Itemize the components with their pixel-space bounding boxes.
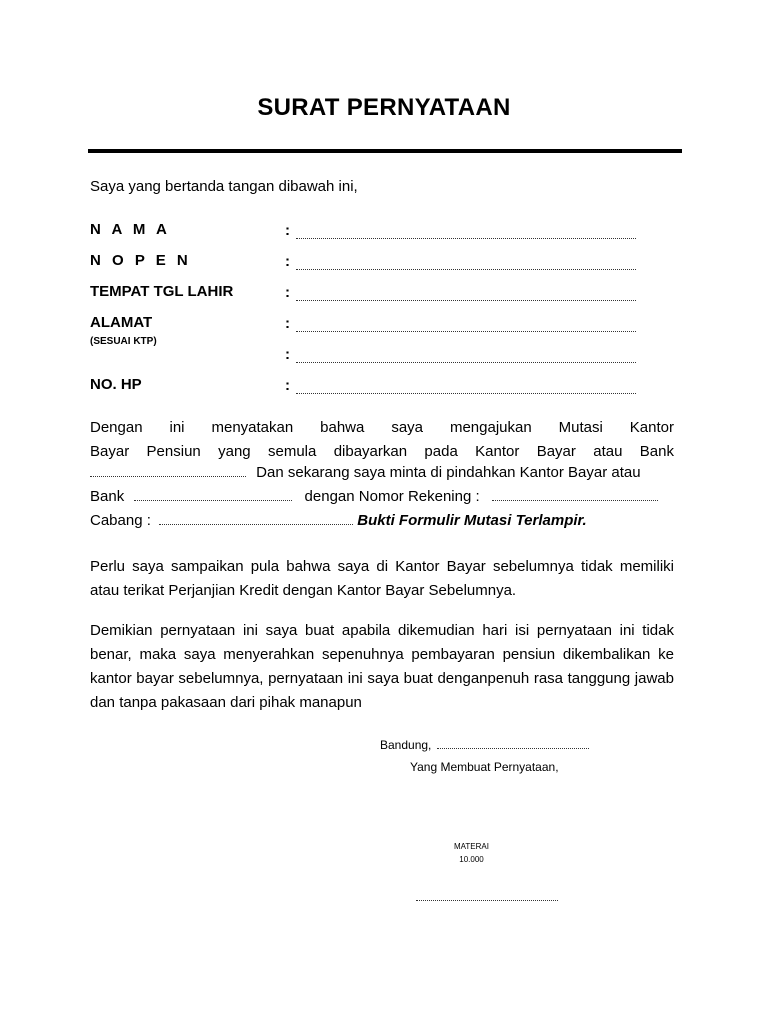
para1-line3-text: Dan sekarang saya minta di pindahkan Kantor Bayar atau [256, 464, 641, 481]
field-row-tempat-tgl-lahir [90, 283, 640, 303]
field-label-no-hp: NO. HP [90, 376, 142, 393]
para1-line4 [90, 488, 658, 505]
signature-maker: Yang Membuat Pernyataan, [410, 760, 559, 774]
signature-line[interactable] [416, 900, 558, 901]
field-label-nopen: N O P E N [90, 252, 192, 269]
para1-bank-label: Bank [90, 488, 125, 505]
field-line-no-hp[interactable] [296, 393, 636, 394]
field-row-nopen [90, 252, 640, 272]
para1-cabang-label: Cabang : [90, 512, 151, 529]
field-label-alamat: ALAMAT [90, 314, 153, 331]
field-colon: : [285, 377, 290, 394]
title-underline [88, 149, 682, 153]
para1-line1: Dengan ini menyatakan bahwa saya mengajukan Mutasi Kantor [90, 419, 674, 436]
field-line-nopen[interactable] [296, 269, 636, 270]
para1-line5 [90, 512, 587, 529]
para3: Demikian pernyataan ini saya buat apabila dikemudian hari isi pernyataan ini tidak benar, maka saya menyerahkan sepenuhnya pembayaran pensiun dikembalikan ke kantor bayar sebelumnya, pernyataan ini saya buat denganpenuh rasa tanggung jawab dan tanpa pakasaan dari pihak manapun [90, 622, 674, 711]
intro-text: Saya yang bertanda tangan dibawah ini, [90, 178, 358, 195]
para1-line2: Bayar Pensiun yang semula dibayarkan pada Kantor Bayar atau Bank [90, 443, 674, 460]
blank-tanggal[interactable] [437, 747, 589, 749]
field-row-nama [90, 221, 640, 241]
bukti-formulir-note: Bukti Formulir Mutasi Terlampir. [357, 512, 587, 529]
field-label-tempat-tgl-lahir: TEMPAT TGL LAHIR [90, 283, 234, 300]
alamat-note: (SESUAI KTP) [90, 336, 157, 347]
field-line-alamat-2[interactable] [296, 362, 636, 363]
field-colon: : [285, 222, 290, 239]
blank-cabang[interactable] [159, 523, 353, 525]
field-line-nama[interactable] [296, 238, 636, 239]
para1-rekening-label: dengan Nomor Rekening : [304, 488, 480, 505]
materai-box [454, 840, 489, 866]
field-row-alamat-2 [90, 345, 640, 365]
materai-value: 10.000 [459, 855, 484, 864]
field-colon: : [285, 346, 290, 363]
para2: Perlu saya sampaikan pula bahwa saya di Kantor Bayar sebelumnya tidak memiliki atau terikat Perjanjian Kredit dengan Kantor Bayar Sebelumnya. [90, 558, 674, 599]
field-colon: : [285, 315, 290, 332]
signature-city-label: Bandung, [380, 738, 432, 752]
field-row-alamat [90, 314, 640, 334]
field-colon: : [285, 284, 290, 301]
blank-bank-asal[interactable] [90, 475, 246, 477]
field-line-alamat-1[interactable] [296, 331, 636, 332]
field-label-nama: N A M A [90, 221, 171, 238]
field-line-tempat-tgl-lahir[interactable] [296, 300, 636, 301]
document-title: SURAT PERNYATAAN [257, 94, 511, 121]
para1-line3 [90, 464, 641, 481]
signature-city [380, 738, 589, 752]
field-colon: : [285, 253, 290, 270]
materai-label: MATERAI [454, 842, 489, 851]
blank-nomor-rekening[interactable] [492, 499, 658, 501]
field-row-no-hp [90, 376, 640, 396]
blank-bank-tujuan[interactable] [134, 499, 292, 501]
